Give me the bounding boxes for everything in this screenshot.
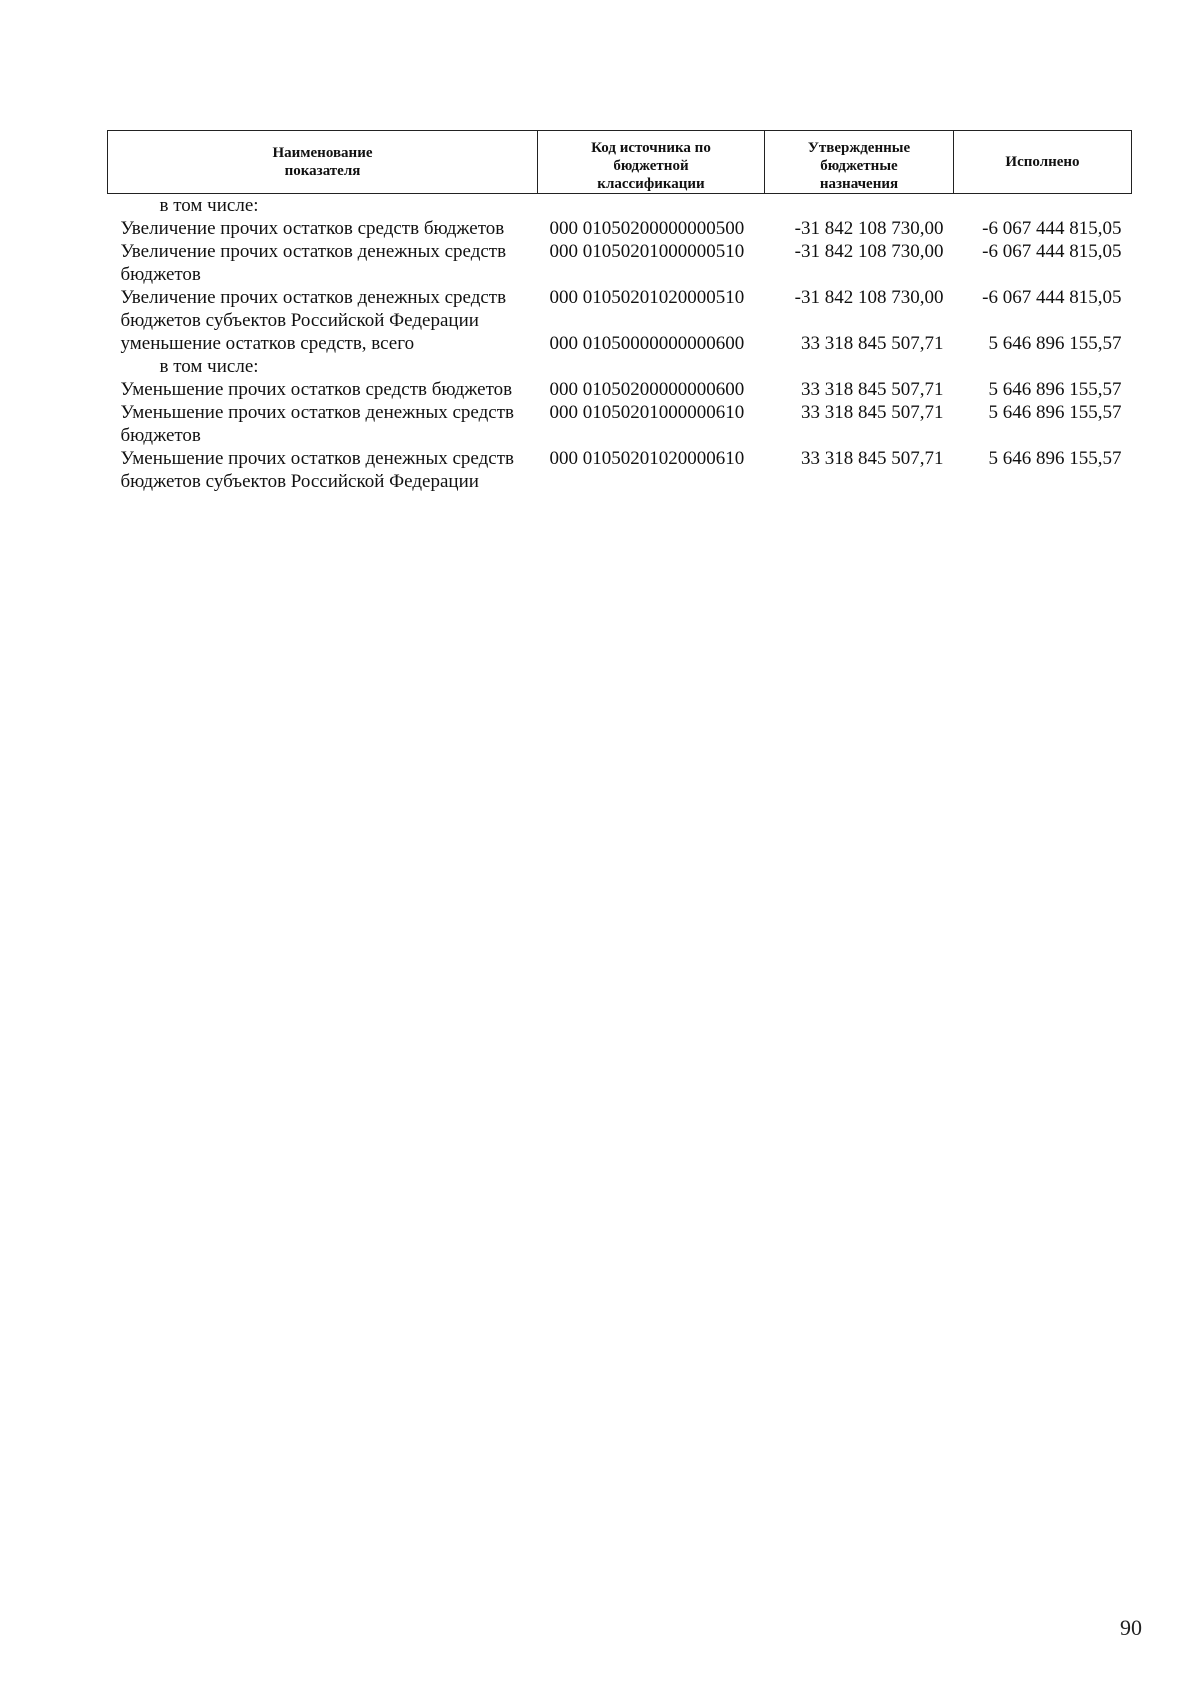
- row-name: Уменьшение прочих остатков денежных средств бюджетов субъектов Российской Федерации: [120, 448, 514, 492]
- row-planned: 33 318 845 507,71: [801, 379, 944, 400]
- header-planned-text: Утвержденные бюджетные назначения: [807, 140, 911, 192]
- table-row: [108, 355, 1132, 378]
- row-code: 000 01050000000000600: [549, 333, 745, 354]
- table-row: [108, 332, 1132, 355]
- row-planned: 33 318 845 507,71: [801, 448, 944, 469]
- table-row: [108, 447, 1132, 493]
- page-number: 90: [1120, 1615, 1142, 1640]
- row-name: Увеличение прочих остатков средств бюджетов: [120, 218, 505, 239]
- table-row: [108, 240, 1132, 286]
- row-code: 000 01050201020000610: [549, 448, 745, 469]
- row-executed: 5 646 896 155,57: [988, 333, 1122, 354]
- table-row: [108, 401, 1132, 447]
- row-code: 000 01050201000000510: [549, 241, 745, 262]
- row-code: [538, 355, 765, 378]
- row-code: 000 01050201020000510: [549, 287, 745, 308]
- row-planned: -31 842 108 730,00: [794, 241, 944, 262]
- header-executed: [954, 131, 1132, 194]
- row-planned: [765, 355, 954, 378]
- budget-sources-table: [107, 130, 1132, 493]
- row-code: 000 01050200000000600: [549, 379, 745, 400]
- row-executed: 5 646 896 155,57: [988, 402, 1122, 423]
- header-name: [108, 131, 538, 194]
- row-executed: -6 067 444 815,05: [982, 287, 1122, 308]
- row-name: Увеличение прочих остатков денежных средств бюджетов субъектов Российской Федерации: [120, 287, 507, 331]
- row-code: [538, 194, 765, 218]
- header-code: [538, 131, 765, 194]
- table-row: [108, 378, 1132, 401]
- table-row: [108, 286, 1132, 332]
- row-planned: -31 842 108 730,00: [794, 287, 944, 308]
- row-executed: 5 646 896 155,57: [988, 379, 1122, 400]
- header-executed-text: Исполнено: [1005, 154, 1080, 170]
- row-executed: -6 067 444 815,05: [982, 241, 1122, 262]
- row-code: 000 01050200000000500: [549, 218, 745, 239]
- header-planned: [765, 131, 954, 194]
- row-executed: -6 067 444 815,05: [982, 218, 1122, 239]
- row-executed: [954, 194, 1132, 218]
- header-code-text: Код источника по бюджетной классификации: [591, 140, 711, 192]
- row-executed: [954, 355, 1132, 378]
- row-planned: [765, 194, 954, 218]
- table-header: [108, 131, 1132, 194]
- table-body: [108, 194, 1132, 494]
- row-code: 000 01050201000000610: [549, 402, 745, 423]
- row-executed: 5 646 896 155,57: [988, 448, 1122, 469]
- row-planned: 33 318 845 507,71: [801, 333, 944, 354]
- row-name: Уменьшение прочих остатков денежных средств бюджетов: [120, 402, 514, 446]
- table-row: [108, 217, 1132, 240]
- row-planned: -31 842 108 730,00: [794, 218, 944, 239]
- header-name-text: Наименование показателя: [272, 145, 373, 179]
- row-name: в том числе:: [159, 356, 259, 377]
- row-name: уменьшение остатков средств, всего: [120, 333, 415, 354]
- row-planned: 33 318 845 507,71: [801, 402, 944, 423]
- table-row: [108, 194, 1132, 218]
- row-name: в том числе:: [159, 195, 259, 216]
- row-name: Уменьшение прочих остатков средств бюджетов: [120, 379, 513, 400]
- row-name: Увеличение прочих остатков денежных средств бюджетов: [120, 241, 507, 285]
